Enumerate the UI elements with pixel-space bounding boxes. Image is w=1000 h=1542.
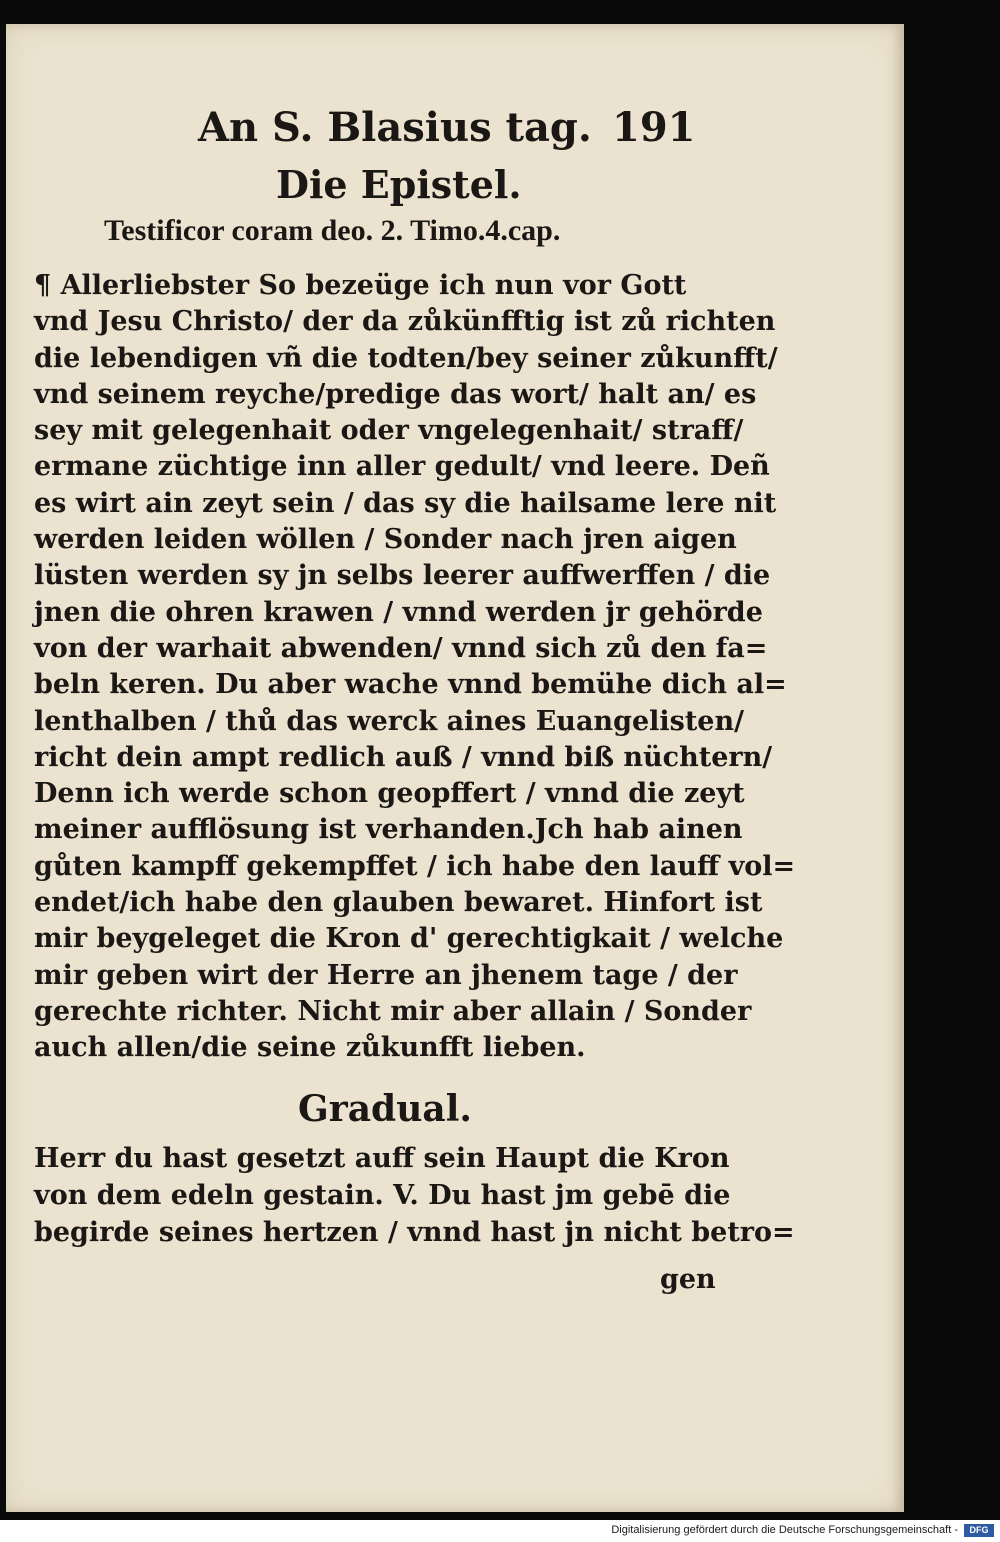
text-line: es wirt ain zeyt sein / das sy die hailsame lere nit bbox=[34, 487, 777, 519]
text-line: auch allen/die seine zůkunfft lieben. bbox=[34, 1032, 586, 1064]
text-line: gerechte richter. Nicht mir aber allain / Sonder bbox=[34, 995, 752, 1027]
text-line: lüsten werden sy jn selbs leerer auffwerffen / die bbox=[34, 560, 771, 592]
text-line: sey mit gelegenhait oder vngelegenhait/ straff/ bbox=[34, 415, 744, 447]
text-line: von der warhait abwenden/ vnnd sich zů den fa= bbox=[34, 632, 768, 664]
section-title: Die Epistel. bbox=[276, 162, 522, 207]
text-line: die lebendigen vñ die todten/bey seiner zůkunfft/ bbox=[34, 342, 778, 374]
epistle-text bbox=[34, 268, 796, 1067]
text-line: Herr du hast gesetzt auff sein Haupt die Kron bbox=[34, 1143, 730, 1174]
text-line: mir geben wirt der Herre an jhenem tage / der bbox=[34, 959, 738, 991]
text-line: ermane züchtige inn aller gedult/ vnd leere. Deñ bbox=[34, 451, 770, 483]
text-line: meiner aufflösung ist verhanden.Jch hab ainen bbox=[34, 814, 743, 846]
text-line: Denn ich werde schon geopffert / vnnd die zeyt bbox=[34, 778, 745, 810]
catchword: gen bbox=[660, 1264, 716, 1295]
text-line: beln keren. Du aber wache vnnd bemühe dich al= bbox=[34, 669, 787, 701]
page-number: 191 bbox=[612, 104, 696, 151]
text-line: von dem edeln gestain. V. Du hast jm gebē die bbox=[34, 1180, 731, 1211]
text-line: vnd Jesu Christo/ der da zůkünfftig ist zů richten bbox=[34, 306, 776, 338]
text-line: mir beygeleget die Kron d' gerechtigkait / welche bbox=[34, 923, 784, 955]
text-line: endet/ich habe den glauben bewaret. Hinfort ist bbox=[34, 887, 763, 919]
text-line: begirde seines hertzen / vnnd hast jn nicht betro= bbox=[34, 1217, 795, 1248]
text-line: lenthalben / thů das werck aines Euangelisten/ bbox=[34, 705, 744, 737]
gradual-title: Gradual. bbox=[298, 1088, 472, 1130]
text-line: gůten kampff gekempffet / ich habe den lauff vol= bbox=[34, 850, 796, 882]
text-line: vnd seinem reyche/predige das wort/ halt an/ es bbox=[34, 378, 757, 410]
text-line: jnen die ohren krawen / vnnd werden jr gehörde bbox=[34, 596, 763, 628]
running-head: An S. Blasius tag. bbox=[198, 104, 592, 151]
text-line: ¶ Allerliebster So bezeüge ich nun vor Gott bbox=[34, 270, 687, 301]
funding-note: Digitalisierung gefördert durch die Deutsche Forschungsgemeinschaft - bbox=[611, 1524, 958, 1536]
text-line: richt dein ampt redlich auß / vnnd biß nüchtern/ bbox=[34, 741, 773, 773]
dfg-logo: DFG bbox=[964, 1524, 994, 1537]
citation: Testificor coram deo. 2. Timo.4.cap. bbox=[104, 214, 561, 247]
text-line: werden leiden wöllen / Sonder nach jren aigen bbox=[34, 524, 737, 556]
gradual-text bbox=[34, 1140, 795, 1251]
